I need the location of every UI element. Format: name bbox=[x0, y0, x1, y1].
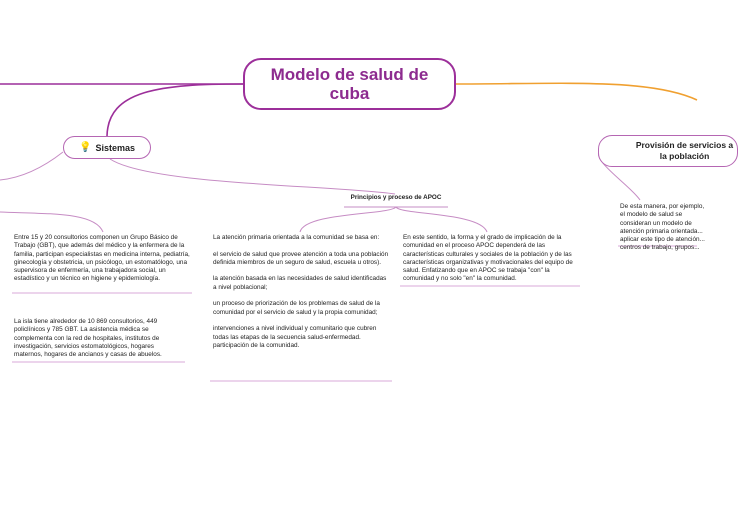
connector-principios-apoc bbox=[300, 207, 396, 232]
connector-gbt bbox=[0, 212, 103, 232]
apoc-text bbox=[213, 234, 391, 350]
provision-text: De esta manera, por ejemplo, el modelo de salud se consideran un modelo de atención primaria orientada... aplicar este tipo de atención... centros de trabajo, grupos... bbox=[620, 203, 705, 252]
apoc-intro: La atención primaria orientada a la comunidad se basa en: bbox=[213, 234, 380, 241]
connector-sistemas-principios bbox=[110, 159, 395, 194]
apoc-item-4: intervenciones a nivel individual y comunitario que cubren todas las etapas de la secuencia salud-enfermedad. bbox=[213, 325, 377, 341]
sistemas-label: Sistemas bbox=[95, 142, 135, 153]
apoc-item-2: la atención basada en las necesidades de salud identificadas a nivel poblacional; bbox=[213, 275, 387, 291]
apoc-item-5: participación de la comunidad. bbox=[213, 341, 300, 349]
provision-label: Provisión de servicios a la población bbox=[635, 140, 734, 161]
lightbulb-icon: 💡 bbox=[79, 142, 92, 153]
isla-text: La isla tiene alrededor de 10 869 consultorios, 449 policlínicos y 785 GBT. La asistencia médica se complementa con la red de hospitales, institutos de investigación, servicios estomatológicos, hogares maternos, hogares de ancianos y casas de abuelos. bbox=[14, 318, 162, 359]
connector-central-sistemas bbox=[107, 84, 243, 136]
central-title: Modelo de salud de cuba bbox=[270, 65, 429, 103]
gbt-text: Entre 15 y 20 consultorios componen un Grupo Básico de Trabajo (GBT), que además del médico y la enfermera de la familia, participan especialistas en medicina interna, pediatría, ginecología y obstetricia, un psicólogo, un estomatólogo, una supervisora de enfermería, una trabajadora social, un estadístico y un técnico en higiene y epidemiología. bbox=[14, 234, 190, 283]
connector-central-right bbox=[456, 83, 697, 100]
apoc-item-1: el servicio de salud que provee atención a toda una población definida miembros de un seguro de salud, escuela u otros). bbox=[213, 250, 389, 266]
principios-label[interactable]: Principios y proceso de APOC bbox=[350, 194, 442, 201]
sistemas-node[interactable] bbox=[63, 136, 151, 159]
implicacion-text: En este sentido, la forma y el grado de implicación de la comunidad en el proceso APOC dependerá de las características culturales y sociales de la población y de las características organizativas y motivacionales del equipo de salud. Enfatizando que en APOC se trabaja "con" la comunidad y no solo "en" la comunidad. bbox=[403, 234, 573, 283]
connector-sistemas-left bbox=[0, 152, 63, 180]
provision-node[interactable] bbox=[598, 135, 738, 167]
connector-principios-implicacion bbox=[396, 207, 487, 232]
central-node[interactable] bbox=[243, 58, 456, 110]
apoc-item-3: un proceso de priorización de los problemas de salud de la comunidad por el servicio de salud y la propia comunidad; bbox=[213, 300, 380, 316]
